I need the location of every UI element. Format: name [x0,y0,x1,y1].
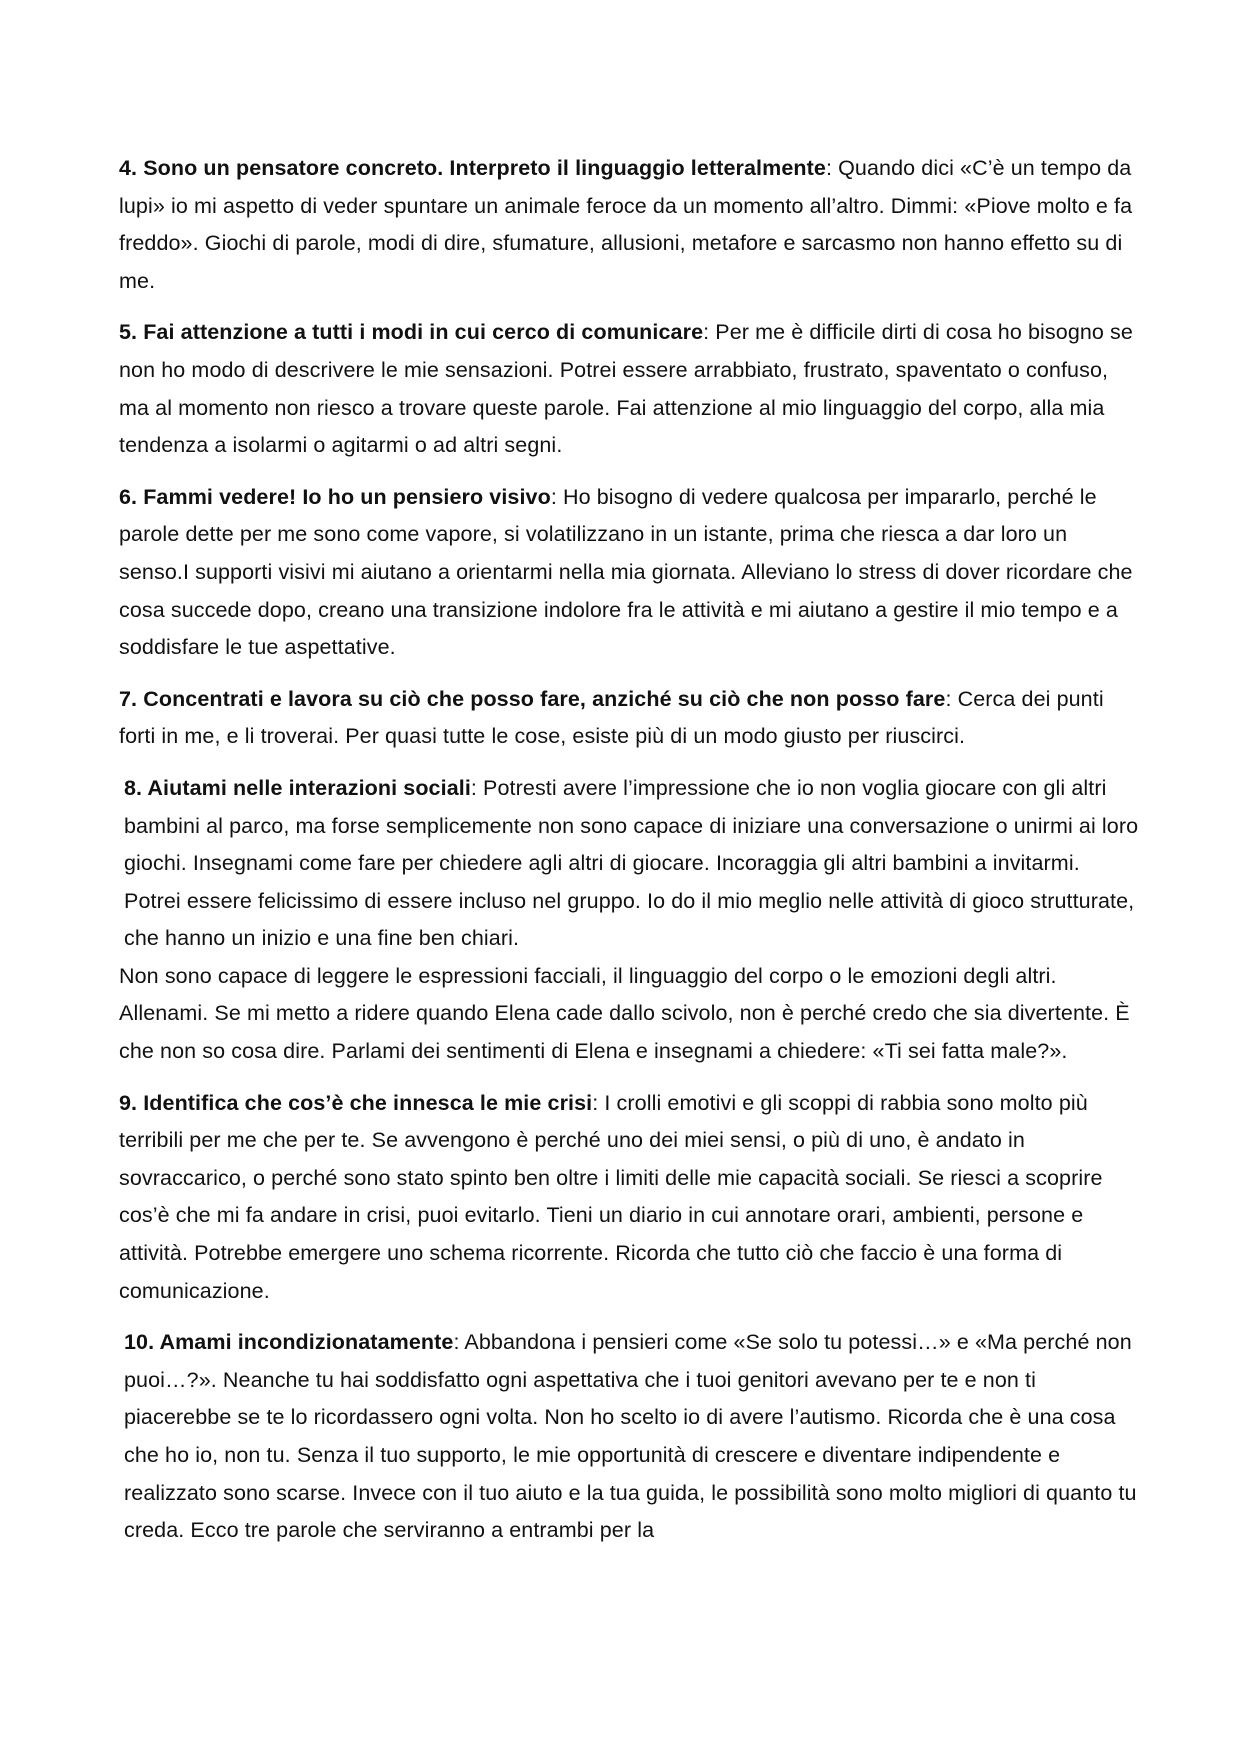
paragraph-heading: 10. Amami incondizionatamente [124,1330,454,1355]
paragraph-body: : Cerca dei punti forti in me, e li troverai. Per quasi tutte le cose, esiste più di un modo giusto per riuscirci. [119,686,1104,749]
paragraph-8 [119,770,1139,958]
paragraph-body: : Potresti avere l’impressione che io non voglia giocare con gli altri bambini al parco, ma forse semplicemente non sono capace di iniziare una conversazione o unirmi ai loro giochi. Insegnami come fare per chiedere agli altri di giocare. Incoraggia gli altri bambini a invitarmi. Potrei essere felicissimo di essere incluso nel gruppo. Io do il mio meglio nelle attività di gioco strutturate, che hanno un inizio e una fine ben chiari. [124,775,1139,951]
paragraph-heading: 9. Identifica che cos’è che innesca le mie crisi [119,1090,593,1115]
document-page [119,150,1139,1564]
paragraph-heading: 6. Fammi vedere! Io ho un pensiero visivo [119,484,551,509]
paragraph-8-continuation: Non sono capace di leggere le espressioni facciali, il linguaggio del corpo o le emozioni degli altri. Allenami. Se mi metto a ridere quando Elena cade dallo scivolo, non è perché credo che sia divertente. È che non so cosa dire. Parlami dei sentimenti di Elena e insegnami a chiedere: «Ti sei fatta male?». [119,963,1130,1064]
paragraph-heading: 7. Concentrati e lavora su ciò che posso fare, anziché su ciò che non posso fare [119,686,946,711]
paragraph-body: : Quando dici «C’è un tempo da lupi» io mi aspetto di veder spuntare un animale feroce da un momento all’altro. Dimmi: «Piove molto e fa freddo». Giochi di parole, modi di dire, sfumature, allusioni, metafore e sarcasmo non hanno effetto su di me. [119,156,1133,293]
paragraph-body: : Abbandona i pensieri come «Se solo tu potessi…» e «Ma perché non puoi…?». Neanche tu hai soddisfatto ogni aspettativa che i tuoi genitori avevano per te e non ti piacerebbe se te lo ricordassero ogni volta. Non ho scelto io di avere l’autismo. Ricorda che è una cosa che ho io, non tu. Senza il tuo supporto, le mie opportunità di crescere e diventare indipendente e realizzato sono scarse. Invece con il tuo aiuto e la tua guida, le possibilità sono molto migliori di quanto tu creda. Ecco tre parole che serviranno a entrambi per la [124,1330,1137,1543]
paragraph-5 [119,314,1139,464]
paragraph-10 [119,1324,1139,1550]
paragraph-body: : Ho bisogno di vedere qualcosa per impararlo, perché le parole dette per me sono come vapore, si volatilizzano in un istante, prima che riesca a dar loro un senso.I supporti visivi mi aiutano a orientarmi nella mia giornata. Alleviano lo stress di dover ricordare che cosa succede dopo, creano una transizione indolore fra le attività e mi aiutano a gestire il mio tempo e a soddisfare le tue aspettative. [119,484,1133,660]
paragraph-body: : Per me è difficile dirti di cosa ho bisogno se non ho modo di descrivere le mie sensazioni. Potrei essere arrabbiato, frustrato, spaventato o confuso, ma al momento non riesco a trovare queste parole. Fai attenzione al mio linguaggio del corpo, alla mia tendenza a isolarmi o agitarmi o ad altri segni. [119,320,1133,458]
paragraph-heading: 4. Sono un pensatore concreto. Interpreto il linguaggio letteralmente [119,156,826,180]
paragraph-body: : I crolli emotivi e gli scoppi di rabbia sono molto più terribili per me che per te. Se avvengono è perché uno dei miei sensi, o più di uno, è andato in sovraccarico, o perché sono stato spinto ben oltre i limiti delle mie capacità sociali. Se riesci a scoprire cos’è che mi fa andare in crisi, puoi evitarlo. Tieni un diario in cui annotare orari, ambienti, persone e attività. Potrebbe emergere uno schema ricorrente. Ricorda che tutto ciò che faccio è una forma di comunicazione. [119,1090,1103,1303]
paragraph-heading: 5. Fai attenzione a tutti i modi in cui cerco di comunicare [119,320,704,345]
paragraph-6 [119,479,1139,667]
paragraph-7 [119,681,1139,756]
paragraph-9 [119,1085,1139,1311]
paragraph-4 [119,150,1139,300]
paragraph-heading: 8. Aiutami nelle interazioni sociali [124,775,471,800]
